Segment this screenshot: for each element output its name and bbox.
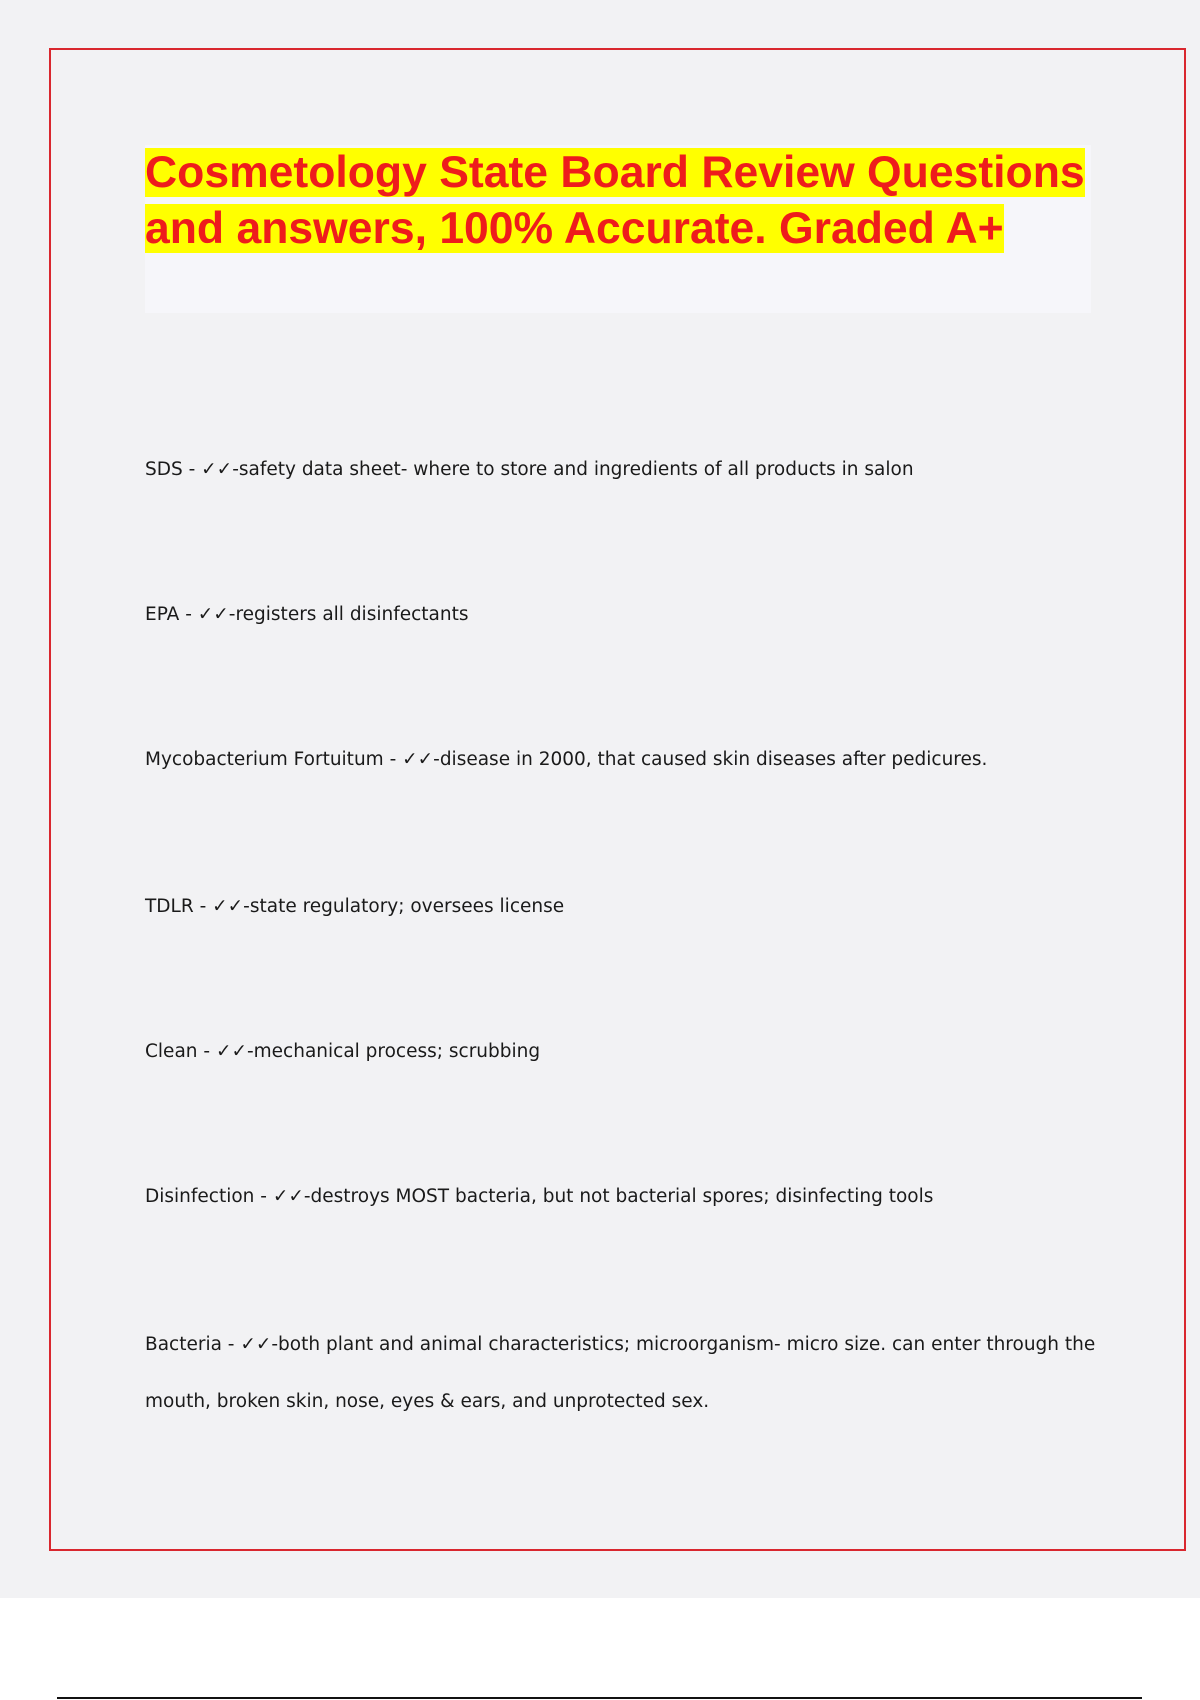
qa-term: SDS [145,459,183,480]
qa-definition: -state regulatory; oversees license [243,896,565,917]
document-title [145,145,1095,257]
qa-definition: -disease in 2000, that caused skin diseases after pedicures. [433,749,988,770]
qa-item-disinfection: Disinfection - ✓✓-destroys MOST bacteria, but not bacterial spores; disinfecting tools [145,1186,934,1207]
qa-term: Clean [145,1041,198,1062]
qa-item-sds: SDS - ✓✓-safety data sheet- where to store and ingredients of all products in salon [145,459,914,480]
check-mark-icon: ✓✓ [272,1186,304,1207]
qa-definition: -registers all disinfectants [228,604,469,625]
check-mark-icon: ✓✓ [402,749,434,770]
qa-term: Mycobacterium Fortuitum [145,749,384,770]
title-highlight: Cosmetology State Board Review Questions and answers, 100% Accurate. Graded A+ [145,148,1085,253]
qa-item-mycobacterium: Mycobacterium Fortuitum - ✓✓-disease in 2000, that caused skin diseases after pedicures. [145,749,988,770]
footer-divider [57,1697,1142,1699]
check-mark-icon: ✓✓ [212,896,244,917]
qa-item-bacteria: Bacteria - ✓✓-both plant and animal characteristics; microorganism- micro size. can enter through the mouth, broken skin, nose, eyes & ears, and unprotected sex. [145,1334,1096,1412]
check-mark-icon: ✓✓ [240,1334,272,1355]
qa-term: EPA [145,604,180,625]
check-mark-icon: ✓✓ [197,604,229,625]
qa-definition: -destroys MOST bacteria, but not bacterial spores; disinfecting tools [303,1186,934,1207]
qa-term: Bacteria [145,1334,222,1355]
check-mark-icon: ✓✓ [201,459,233,480]
check-mark-icon: ✓✓ [215,1041,247,1062]
qa-definition: -safety data sheet- where to store and ingredients of all products in salon [232,459,914,480]
qa-definition: -both plant and animal characteristics; microorganism- micro size. can enter through the mouth, broken skin, nose, eyes & ears, and unprotected sex. [145,1334,1096,1412]
qa-item-clean: Clean - ✓✓-mechanical process; scrubbing [145,1041,541,1062]
qa-term: TDLR [145,896,194,917]
qa-term: Disinfection [145,1186,255,1207]
qa-definition: -mechanical process; scrubbing [246,1041,541,1062]
qa-item-tdlr: TDLR - ✓✓-state regulatory; oversees license [145,896,565,917]
qa-item-epa: EPA - ✓✓-registers all disinfectants [145,604,469,625]
